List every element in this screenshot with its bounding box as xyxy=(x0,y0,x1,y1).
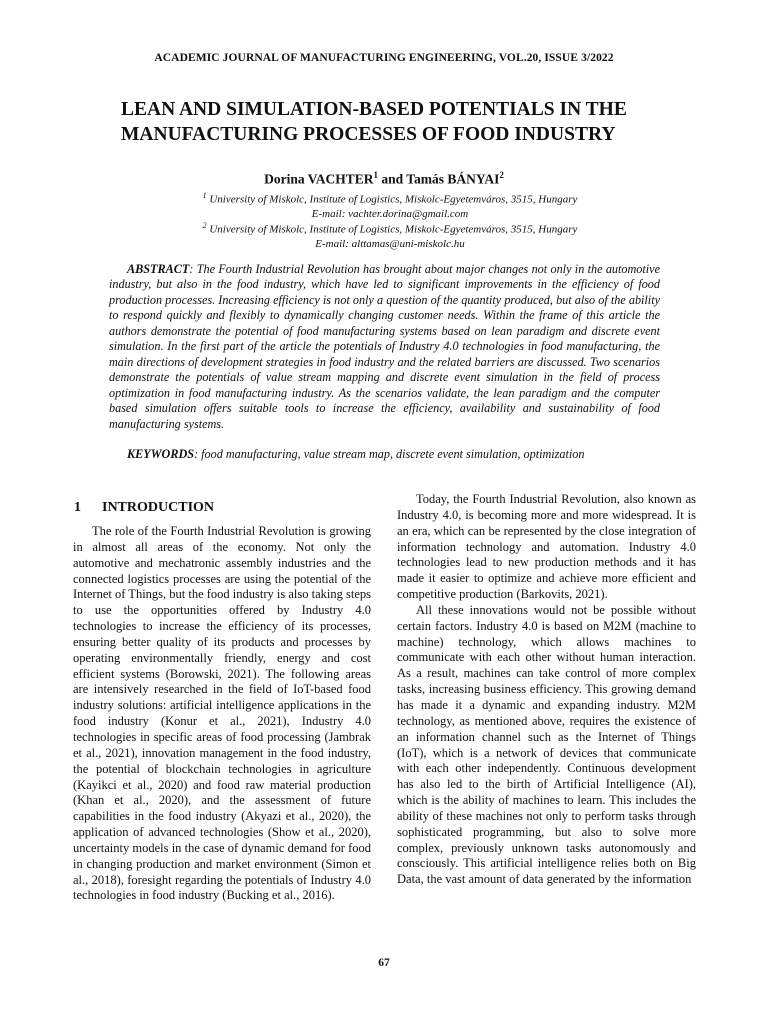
keywords xyxy=(109,447,660,462)
author-connector: and xyxy=(377,171,407,187)
abstract-text: : The Fourth Industrial Revolution has brought about major changes not only in the automotive industry, but also in the food industry, which have led to significant improvements in the efficiency of food production processes. Increasing efficiency is not only a question of the quantity produced, but also of the ability to respond quickly and flexibly to dynamically changing customer needs. Within the frame of this article the authors demonstrate the potential of food manufacturing systems based on lean paradigm and discrete event simulation. In the first part of the article the potentials of Industry 4.0 technologies in food manufacturing, the main directions of development strategies in food industry and the related barriers are discussed. Two scenarios demonstrate the potentials of value stream mapping and discrete event simulation in the field of process optimization in food manufacturing industry. As the scenarios validate, the lean paradigm and the computer based simulation offers suitable tools to increase the efficiency, availability and sustainability of food manufacturing systems. xyxy=(109,262,660,431)
affiliation-2-institution: University of Miskolc, Institute of Logistics, Miskolc-Egyetemváros, 3515, Hungary xyxy=(206,223,578,236)
affiliation-1-institution: University of Miskolc, Institute of Logistics, Miskolc-Egyetemváros, 3515, Hungary xyxy=(206,193,578,206)
author-1-affiliation-mark: 1 xyxy=(373,170,378,180)
keywords-text: : food manufacturing, value stream map, discrete event simulation, optimization xyxy=(194,447,585,461)
affiliation-1-mark: 1 xyxy=(202,191,207,200)
article-title xyxy=(121,97,721,147)
title-line-2: MANUFACTURING PROCESSES OF FOOD INDUSTRY xyxy=(121,124,616,145)
author-2-name: Tamás BÁNYAI xyxy=(406,171,500,187)
affiliation-1 xyxy=(100,189,680,221)
body-paragraph: The role of the Fourth Industrial Revolution is growing in almost all areas of the economy. Not only the automotive and mechatronic assembly industries and the connected logistics processes are using the potential of the Internet of Things, but the food industry is also taking steps to use the opportunities offered by Industry 4.0 technologies to increase the efficiency of its processes, ensuring better quality of its products and processes by operating environmentally friendly, energy and cost efficient systems (Borowski, 2021). The following areas are intensively researched in the field of IoT-based food industry solutions: artificial intelligence applications in the food industry (Konur et al., 2021), Industry 4.0 technologies in specific areas of food processing (Jambrak et al., 2021), innovation management in the food industry, the potential of blockchain technologies in agriculture (Kayikci et al., 2020) and food raw material production (Khan et al., 2020), and the assessment of future capabilities in the food industry (Akyazi et al., 2020), the application of advanced technologies (Show et al., 2020), uncertainty models in the case of dynamic demand for food in changing production and market environment (Simon et al., 2018), foresight regarding the potentials of Industry 4.0 technologies in food industry (Bucking et al., 2016). xyxy=(73,524,371,903)
affiliation-2-mark: 2 xyxy=(202,221,207,230)
left-column xyxy=(73,524,371,904)
authors xyxy=(0,170,768,188)
journal-header: ACADEMIC JOURNAL OF MANUFACTURING ENGINEERING, VOL.20, ISSUE 3/2022 xyxy=(154,52,614,64)
author-2-affiliation-mark: 2 xyxy=(499,170,504,180)
page-number: 67 xyxy=(378,957,390,969)
section-heading xyxy=(74,500,214,516)
affiliation-2 xyxy=(100,219,680,251)
author-1-name: Dorina VACHTER xyxy=(264,171,374,187)
section-number: 1 xyxy=(74,500,81,515)
abstract-label: ABSTRACT xyxy=(127,262,190,276)
section-title: INTRODUCTION xyxy=(102,500,215,515)
affiliation-1-email: E-mail: vachter.dorina@gmail.com xyxy=(311,207,469,220)
body-paragraph: All these innovations would not be possible without certain factors. Industry 4.0 is based on M2M (machine to machine) technology, which allows machines to communicate with each other without human interaction. As a result, machines can take control of more complex tasks, increasing business efficiency. This growing demand has made it a dynamic and expanding industry. M2M technology, as mentioned above, requires the existence of an information channel such as the Internet of Things (IoT), which is a network of devices that communicate with each other independently. Continuous development has also led to the birth of Artificial Intelligence (AI), which is the ability of machines to learn. This includes the ability of these machines not only to perform tasks through sophisticated programming, but also to solve more complex, previously unknown tasks autonomously and consciously. This artificial intelligence relies both on Big Data, the vast amount of data generated by the information xyxy=(397,602,696,887)
right-column xyxy=(397,492,696,888)
keywords-label: KEYWORDS xyxy=(127,447,195,461)
title-line-1: LEAN AND SIMULATION-BASED POTENTIALS IN THE xyxy=(121,99,627,120)
abstract xyxy=(109,262,660,432)
body-paragraph: Today, the Fourth Industrial Revolution, also known as Industry 4.0, is becoming more and more widespread. It is an era, which can be represented by the close integration of information technology and automation. Industry 4.0 technologies lead to new production methods and it has made it easier to optimize and achieve more efficient and competitive production (Barkovits, 2021). xyxy=(397,492,696,602)
affiliation-2-email: E-mail: alttamas@uni-miskolc.hu xyxy=(315,237,465,250)
